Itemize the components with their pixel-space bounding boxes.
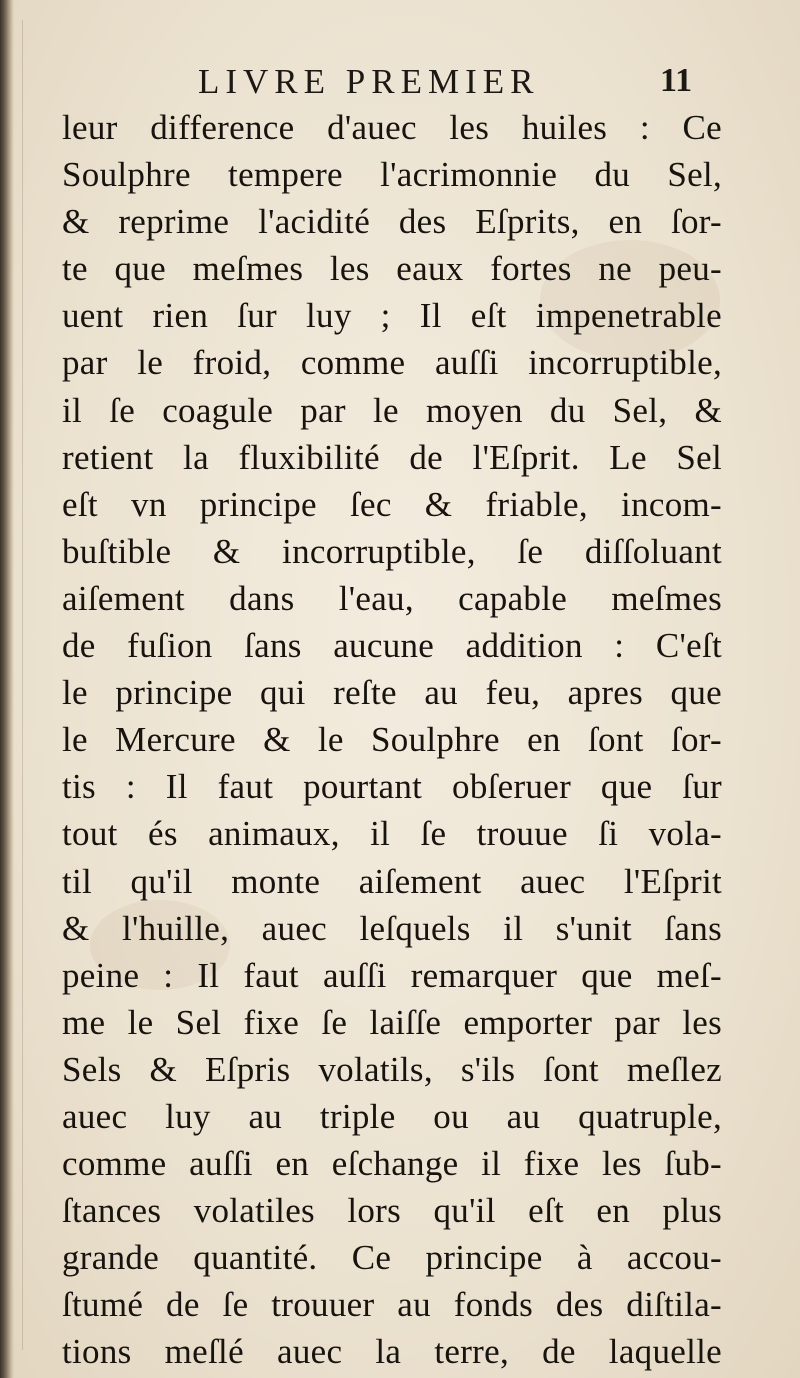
page-number: 11 <box>660 62 693 99</box>
body-text <box>62 104 722 1376</box>
text-line: me le Sel fixe ſe laiſſe emporter par les <box>62 1002 722 1042</box>
text-line: ſtances volatiles lors qu'il eſt en plus <box>62 1191 722 1231</box>
running-head <box>0 62 800 102</box>
text-line: tions meſlé auec la terre, de laquelle <box>62 1332 722 1372</box>
text-line: le Mercure & le Soulphre en ſont ſor- <box>62 720 722 760</box>
text-line: & reprime l'acidité des Eſprits, en ſor- <box>62 202 722 242</box>
text-line: il ſe coagule par le moyen du Sel, & <box>62 390 722 430</box>
text-line: le principe qui reſte au feu, apres que <box>62 673 722 713</box>
text-line: comme auſſi en eſchange il fixe les ſub- <box>62 1144 722 1184</box>
page-binding-edge <box>0 0 14 1378</box>
text-line: grande quantité. Ce principe à accou- <box>62 1238 722 1278</box>
text-line: peine : Il faut auſſi remarquer que meſ- <box>62 955 722 995</box>
text-line: tout és animaux, il ſe trouue ſi vola- <box>62 814 722 854</box>
text-line: leur difference d'auec les huiles : Ce <box>62 108 722 147</box>
text-line: de fuſion ſans aucune addition : C'eſt <box>62 626 722 666</box>
binding-shadow <box>22 20 23 1350</box>
text-line: & l'huille, auec leſquels il s'unit ſans <box>62 908 722 948</box>
text-line: aiſement dans l'eau, capable meſmes <box>62 578 722 618</box>
running-head-title: LIVRE PREMIER <box>198 62 540 101</box>
text-line: uent rien ſur luy ; Il eſt impenetrable <box>62 296 722 336</box>
text-line: ſtumé de ſe trouuer au fonds des diſtila- <box>62 1285 722 1325</box>
text-line: Sels & Eſpris volatils, s'ils ſont meſlez <box>62 1049 722 1089</box>
text-line: Soulphre tempere l'acrimonnie du Sel, <box>62 155 722 195</box>
text-line: auec luy au triple ou au quatruple, <box>62 1096 722 1136</box>
text-line: retient la fluxibilité de l'Eſprit. Le Sel <box>62 437 722 477</box>
text-line: til qu'il monte aiſement auec l'Eſprit <box>62 861 722 901</box>
text-line: tis : Il faut pourtant obſeruer que ſur <box>62 767 722 807</box>
text-line: buſtible & incorruptible, ſe diſſoluant <box>62 531 722 571</box>
text-line: te que meſmes les eaux fortes ne peu- <box>62 249 722 289</box>
text-line: par le froid, comme auſſi incorruptible, <box>62 343 722 383</box>
text-line: eſt vn principe ſec & friable, incom- <box>62 484 722 524</box>
